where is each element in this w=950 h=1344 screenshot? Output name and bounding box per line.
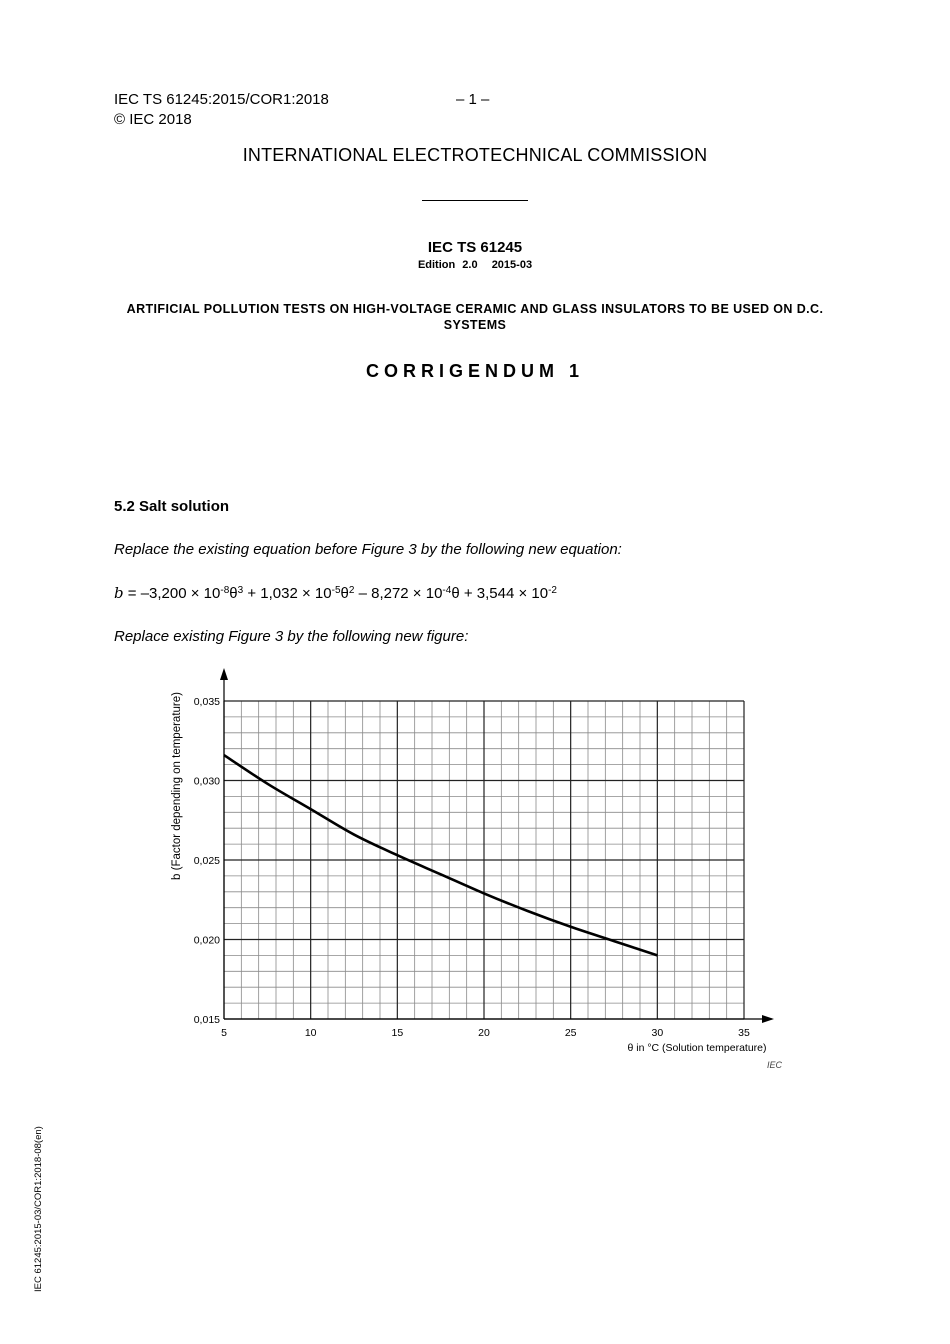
edition-label: Edition 2.0	[417, 259, 478, 271]
page-number: – 1 –	[456, 91, 490, 108]
section-heading: 5.2 Salt solution	[114, 498, 230, 515]
eq-part: = –3,200 × 10	[123, 585, 221, 602]
eq-exp: -2	[548, 585, 557, 596]
x-tick-label: 30	[651, 1027, 664, 1039]
eq-exp: 2	[348, 585, 355, 596]
eq-exp: -8	[220, 585, 230, 596]
edition-date: 2015-03	[491, 259, 533, 271]
x-tick-label: 15	[391, 1027, 404, 1039]
eq-part: θ	[340, 585, 349, 602]
standard-id: IEC TS 61245	[427, 239, 523, 256]
x-tick-label: 5	[221, 1027, 227, 1039]
eq-part: θ	[229, 585, 238, 602]
series-line-b	[224, 755, 657, 955]
x-tick-label: 20	[478, 1027, 490, 1039]
eq-part: + 1,032 × 10	[243, 585, 332, 602]
organization-name: INTERNATIONAL ELECTROTECHNICAL COMMISSION	[242, 145, 708, 165]
eq-part: θ + 3,544 × 10	[451, 585, 549, 602]
y-tick-label: 0,025	[193, 855, 220, 867]
y-tick-label: 0,020	[193, 934, 220, 947]
eq-exp: -5	[331, 585, 341, 596]
y-tick-label: 0,035	[193, 696, 220, 708]
equation-var: b	[114, 584, 124, 602]
header-doc-ref: IEC TS 61245:2015/COR1:2018	[114, 91, 329, 108]
x-axis-label: θ in °C (Solution temperature)	[627, 1042, 767, 1054]
iec-watermark: IEC	[766, 1060, 782, 1070]
y-tick-label: 0,030	[193, 775, 220, 788]
corrigendum-title: CORRIGENDUM 1	[365, 361, 584, 381]
x-tick-label: 35	[738, 1027, 750, 1039]
y-axis-arrow	[220, 668, 228, 680]
y-axis-label: b (Factor depending on temperature)	[171, 692, 183, 880]
eq-exp: -4	[442, 585, 452, 596]
x-tick-label: 10	[304, 1027, 317, 1039]
eq-exp: 3	[237, 585, 244, 596]
standard-title: ARTIFICIAL POLLUTION TESTS ON HIGH-VOLTAGE CERAMIC AND GLASS INSULATORS TO BE USED ON D.C. SYSTEMS	[126, 302, 824, 332]
equation-instruction: Replace the existing equation before Figure 3 by the following new equation:	[114, 541, 622, 558]
x-tick-label: 25	[564, 1027, 577, 1039]
figure-instruction: Replace existing Figure 3 by the following new figure:	[114, 628, 469, 645]
x-axis-arrow	[762, 1015, 774, 1023]
header-copyright: © IEC 2018	[114, 111, 192, 128]
y-tick-label: 0,015	[193, 1014, 220, 1026]
eq-part: – 8,272 × 10	[354, 585, 443, 602]
side-note: IEC 61245:2015-03/COR1:2018-08(en)	[33, 1126, 44, 1292]
